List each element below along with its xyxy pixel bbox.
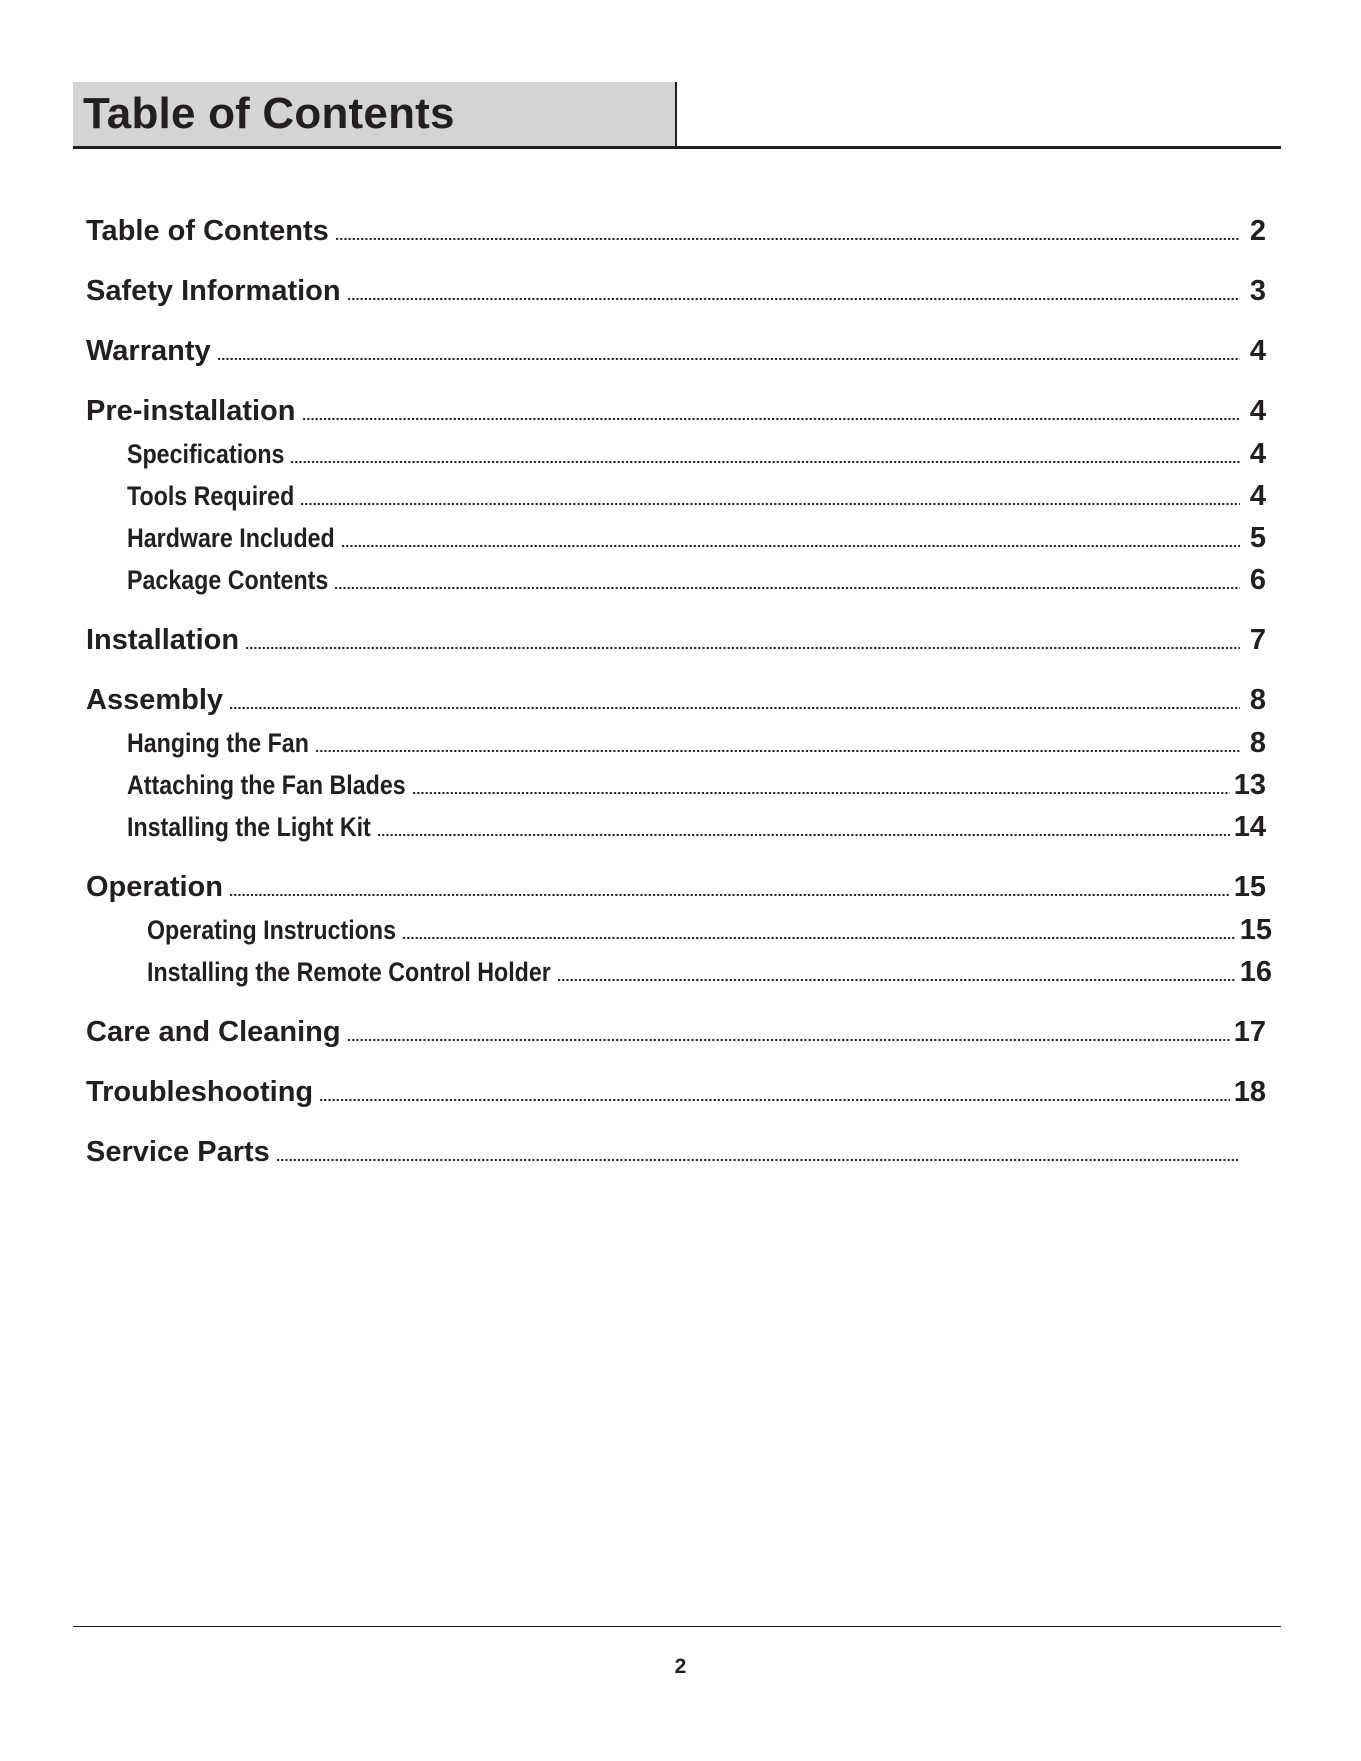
toc-dot-leader (245, 645, 1240, 651)
toc-entry-label: Attaching the Fan Blades (127, 770, 406, 800)
toc-entry-label: Troubleshooting (86, 1076, 314, 1108)
toc-entry-page-number: 15 (1239, 914, 1272, 946)
toc-entry-label: Table of Contents (86, 215, 329, 247)
toc-entry[interactable] (147, 910, 1272, 950)
toc-entry-label: Operating Instructions (147, 915, 396, 945)
page-title: Table of Contents (83, 89, 455, 138)
toc-entry-label: Installing the Remote Control Holder (147, 957, 551, 987)
toc-entry[interactable] (86, 391, 1266, 431)
toc-entry[interactable] (127, 723, 1266, 763)
toc-entry[interactable] (86, 680, 1266, 720)
page-header (73, 82, 1281, 149)
toc-entry[interactable] (86, 1012, 1266, 1052)
toc-entry[interactable] (86, 271, 1266, 311)
toc-entry[interactable] (86, 867, 1266, 907)
toc-dot-leader (347, 296, 1240, 302)
toc-entry-page-number: 16 (1239, 956, 1272, 988)
toc-dot-leader (335, 236, 1240, 242)
toc-entry[interactable] (147, 952, 1272, 992)
toc-entry[interactable] (86, 1072, 1266, 1112)
toc-entry-label: Tools Required (127, 481, 295, 511)
toc-entry[interactable] (127, 434, 1266, 474)
toc-entry[interactable] (127, 476, 1266, 516)
toc-entry-page-number: 7 (1249, 624, 1266, 656)
toc-entry[interactable] (86, 331, 1266, 371)
toc-entry-page-number: 8 (1249, 727, 1266, 759)
toc-entry-page-number: 4 (1249, 335, 1266, 367)
toc-entry-page-number: 18 (1233, 1076, 1266, 1108)
header-title-box (73, 82, 677, 146)
toc-entry-page-number: 6 (1249, 564, 1266, 596)
toc-dot-leader (334, 585, 1240, 591)
toc-entry-label: Assembly (86, 684, 224, 716)
toc-dot-leader (402, 935, 1236, 941)
toc-dot-leader (412, 790, 1230, 796)
toc-entry[interactable] (127, 765, 1266, 805)
toc-entry-label: Package Contents (127, 565, 329, 595)
toc-entry-label: Specifications (127, 439, 285, 469)
footer-page-number: 2 (674, 1655, 687, 1678)
toc-entry[interactable] (127, 518, 1266, 558)
toc-entry-page-number: 17 (1233, 1016, 1266, 1048)
toc-entry-label: Hanging the Fan (127, 728, 309, 758)
toc-dot-leader (229, 705, 1240, 711)
toc-entry-page-number: 14 (1233, 811, 1266, 843)
toc-entry-page-number: 4 (1249, 438, 1266, 470)
toc-entry-label: Pre-installation (86, 395, 296, 427)
footer-divider (73, 1626, 1281, 1627)
toc-entry-label: Hardware Included (127, 523, 335, 553)
toc-entry-label: Warranty (86, 335, 211, 367)
toc-entry-label: Service Parts (86, 1136, 270, 1168)
toc-dot-leader (377, 832, 1230, 838)
toc-dot-leader (229, 892, 1230, 898)
toc-entry[interactable] (86, 211, 1266, 251)
toc-dot-leader (302, 416, 1241, 422)
toc-entry-page-number: 8 (1249, 684, 1266, 716)
toc-dot-leader (276, 1157, 1240, 1163)
toc-dot-leader (290, 459, 1240, 465)
toc-dot-leader (557, 977, 1236, 983)
toc-entry[interactable] (86, 620, 1266, 660)
toc-dot-leader (300, 501, 1240, 507)
toc-entry-page-number: 13 (1233, 769, 1266, 801)
toc-dot-leader (315, 748, 1240, 754)
toc-dot-leader (347, 1037, 1230, 1043)
toc-entry[interactable] (127, 560, 1266, 600)
toc-entry-page-number: 15 (1233, 871, 1266, 903)
toc-entry-page-number: 4 (1249, 395, 1266, 427)
toc-entry-page-number: 3 (1249, 275, 1266, 307)
toc-entry-page-number: 4 (1249, 480, 1266, 512)
toc-entry-label: Operation (86, 871, 223, 903)
toc-entry[interactable] (86, 1132, 1266, 1172)
toc-entry-label: Care and Cleaning (86, 1016, 341, 1048)
toc-dot-leader (341, 543, 1240, 549)
toc-entry-label: Safety Information (86, 275, 341, 307)
toc-entry[interactable] (127, 807, 1266, 847)
toc-dot-leader (319, 1097, 1230, 1103)
toc-entry-label: Installing the Light Kit (127, 812, 371, 842)
toc-entry-label: Installation (86, 624, 240, 656)
toc-entry-page-number: 5 (1249, 522, 1266, 554)
toc-dot-leader (217, 356, 1240, 362)
toc-entry-page-number: 2 (1249, 215, 1266, 247)
